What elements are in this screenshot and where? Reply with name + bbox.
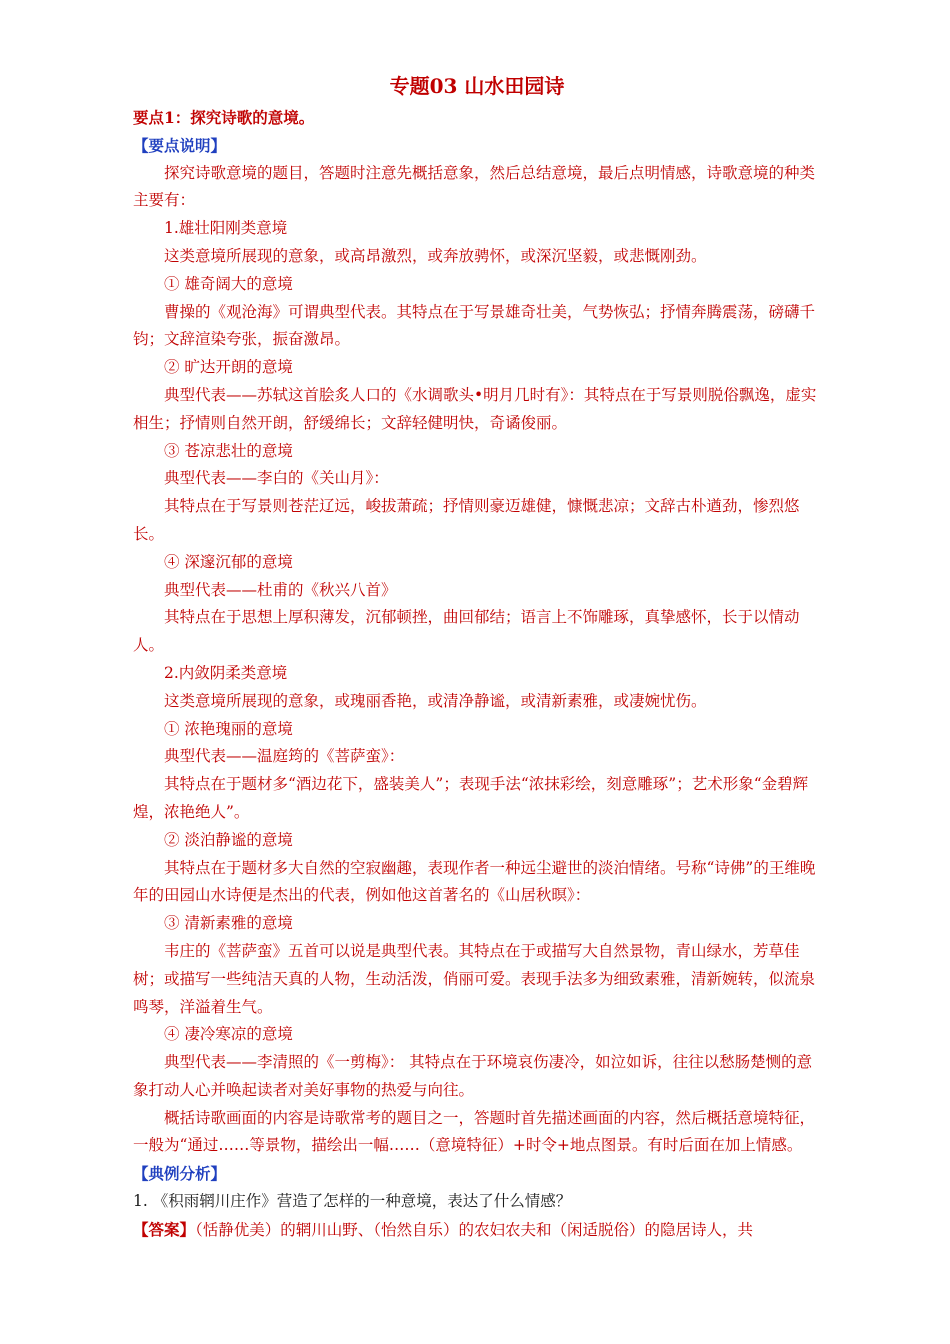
answer-text: （恬静优美）的辋川山野、（怡然自乐）的农妇农夫和（闲适脱俗）的隐居诗人，共 [195, 1220, 754, 1239]
paragraph: 概括诗歌画面的内容是诗歌常考的题目之一，答题时首先描述画面的内容，然后概括意境特征，一般为“通过……等景物，描绘出一幅……（意境特征）+时令+地点图景。有时后面在加上情感。 [133, 1108, 816, 1155]
paragraph: 典型代表——李白的《关山月》： [164, 469, 389, 488]
paragraph: 典型代表——温庭筠的《菩萨蛮》： [164, 747, 405, 766]
section-heading-example: 【典例分析】 [133, 1164, 227, 1184]
paragraph: 典型代表——杜甫的《秋兴八首》 [164, 580, 397, 599]
subheading: ③ 清新素雅的意境 [164, 914, 293, 933]
subheading: ③ 苍凉悲壮的意境 [164, 441, 293, 460]
paragraph: 其特点在于题材多大自然的空寂幽趣，表现作者一种远尘避世的淡泊情绪。号称“诗佛”的王维晚年的田园山水诗便是杰出的代表，例如他这首著名的《山居秋暝》： [133, 858, 816, 905]
paragraph: 韦庄的《菩萨蛮》五首可以说是典型代表。其特点在于或描写大自然景物，青山绿水，芳草佳树；或描写一些纯洁天真的人物，生动活泼，俏丽可爱。表现手法多为细致素雅，清新婉转，似流泉鸣琴，洋溢着生气。 [133, 941, 816, 1016]
subheading: 2.内敛阴柔类意境 [164, 663, 288, 682]
paragraph: 典型代表——苏轼这首脍炙人口的《水调歌头•明月几时有》：其特点在于写景则脱俗飘逸，虚实相生；抒情则自然开朗，舒缓绵长；文辞轻健明快，奇谲俊丽。 [133, 385, 817, 432]
subheading: ② 旷达开朗的意境 [164, 358, 293, 377]
document-page [133, 70, 821, 1245]
question: 1. 《积雨辋川庄作》营造了怎样的一种意境，表达了什么情感？ [133, 1192, 572, 1211]
point-heading: 要点1：探究诗歌的意境。 [133, 108, 315, 127]
paragraph: 曹操的《观沧海》可谓典型代表。其特点在于写景雄奇壮美，气势恢弘；抒情奔腾震荡，磅礴千钧；文辞渲染夸张，振奋激昂。 [133, 302, 816, 349]
paragraph: 其特点在于题材多“酒边花下，盛装美人”；表现手法“浓抹彩绘，刻意雕琢”；艺术形象“金碧辉煌，浓艳绝人”。 [133, 775, 809, 821]
subheading: ① 雄奇阔大的意境 [164, 274, 293, 293]
subheading: 1.雄壮阳刚类意境 [164, 219, 288, 238]
paragraph: 这类意境所展现的意象，或瑰丽香艳，或清净静谧，或清新素雅，或凄婉忧伤。 [164, 691, 707, 710]
subheading: ① 浓艳瑰丽的意境 [164, 719, 293, 738]
section-heading-explain: 【要点说明】 [133, 135, 227, 155]
paragraph: 这类意境所展现的意象，或高昂激烈，或奔放骋怀，或深沉坚毅，或悲慨刚劲。 [164, 246, 707, 265]
paragraph: 典型代表——李清照的《一剪梅》： 其特点在于环境哀伤凄冷，如泣如诉，往往以愁肠楚恻的意象打动人心并唤起读者对美好事物的热爱与向往。 [133, 1053, 813, 1099]
subheading: ④ 深邃沉郁的意境 [164, 552, 293, 571]
paragraph: 其特点在于思想上厚积薄发，沉郁顿挫，曲回郁结；语言上不饰雕琢，真挚感怀，长于以情动人。 [133, 608, 800, 655]
paragraph: 探究诗歌意境的题目，答题时注意先概括意象，然后总结意境，最后点明情感，诗歌意境的种类主要有： [133, 163, 816, 210]
answer-tag: 【答案】 [133, 1219, 196, 1239]
answer-line [133, 1216, 821, 1245]
page-title: 专题03 山水田园诗 [389, 74, 565, 98]
paragraph: 其特点在于写景则苍茫辽远，峻拔萧疏；抒情则豪迈雄健，慷慨悲凉；文辞古朴遒劲，惨烈悠长。 [133, 497, 800, 543]
subheading: ④ 凄冷寒凉的意境 [164, 1025, 293, 1044]
subheading: ② 淡泊静谧的意境 [164, 830, 293, 849]
